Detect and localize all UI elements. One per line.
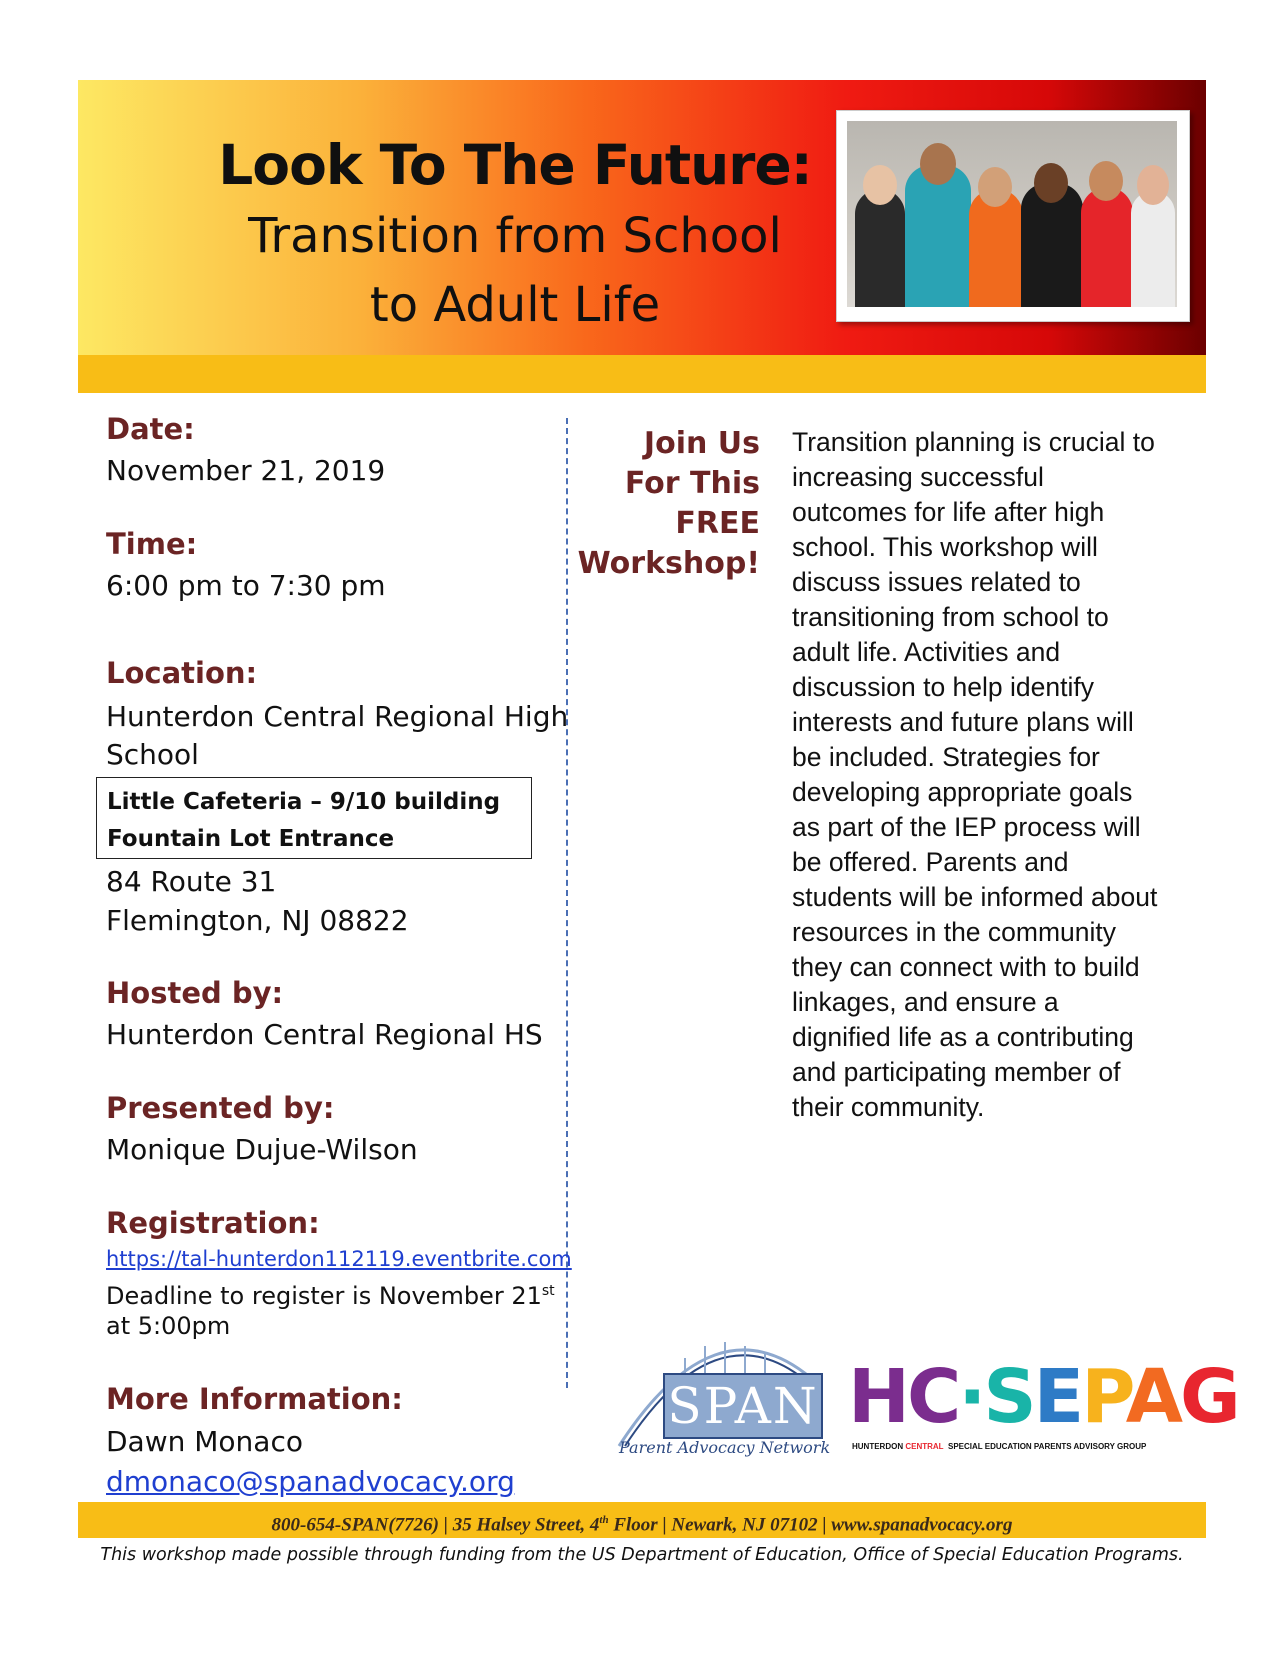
hc-sepag-wordmark [848, 1354, 1238, 1440]
funding-footnote: This workshop made possible through funding from the US Department of Education, Office of Special Education Programs. [100, 1545, 1184, 1565]
header-strip [78, 355, 1206, 393]
students-photo [836, 110, 1190, 322]
location-line1: Hunterdon Central Regional High [106, 700, 569, 733]
join-us-callout [570, 424, 760, 584]
location-street: 84 Route 31 [106, 865, 277, 898]
location-room-box [96, 777, 532, 859]
date-label: Date: [106, 412, 195, 446]
hc-sepag-logo [848, 1354, 1238, 1451]
hc-letter: P [1081, 1354, 1126, 1440]
presented-label: Presented by: [106, 1091, 335, 1125]
span-logo [615, 1318, 830, 1458]
hc-letter: · [958, 1354, 984, 1440]
location-city: Flemington, NJ 08822 [106, 904, 409, 937]
join-line3: FREE [675, 506, 760, 541]
registration-link[interactable]: https://tal-hunterdon112119.eventbrite.com [106, 1247, 572, 1271]
location-label: Location: [106, 656, 258, 690]
span-tagline: Parent Advocacy Network [619, 1438, 831, 1457]
registration-label: Registration: [106, 1206, 320, 1240]
footer-contact-sup: th [599, 1514, 609, 1526]
hc-letter: E [1033, 1354, 1082, 1440]
page-title: Look To The Future: [218, 133, 812, 197]
time-value: 6:00 pm to 7:30 pm [106, 569, 386, 602]
location-entrance: Fountain Lot Entrance [107, 826, 395, 852]
hosted-label: Hosted by: [106, 976, 284, 1010]
footer-contact-prefix: 800-654-SPAN(7726) | 35 Halsey Street, 4 [271, 1514, 600, 1536]
join-line1: Join Us [643, 426, 760, 461]
hc-letter: H [848, 1354, 907, 1440]
contact-name: Dawn Monaco [106, 1425, 303, 1458]
workshop-description: Transition planning is crucial to increasing successful outcomes for life after high school. This workshop will discuss issues related to transitioning from school to adult life. Activities and discussion to help identify interests and future plans will be included. Strategies for developing appropriate goals as part of the IEP process will be offered. Parents and students will be informed about resources in the community they can connect with to build linkages, and ensure a dignified life as a contributing and participating member of their community. [792, 427, 1158, 1122]
join-line4: Workshop! [577, 546, 760, 581]
hc-sub-left [852, 1442, 944, 1451]
hc-letter: A [1125, 1354, 1180, 1440]
presented-value: Monique Dujue-Wilson [106, 1133, 418, 1166]
hc-sub-right: SPECIAL EDUCATION PARENTS ADVISORY GROUP [948, 1442, 1147, 1451]
span-wordmark: SPAN [663, 1373, 823, 1439]
footer-contact-bar [78, 1502, 1206, 1538]
registration-deadline [106, 1274, 555, 1313]
deadline-text: Deadline to register is November 21 [106, 1282, 542, 1310]
contact-email-link[interactable]: dmonaco@spanadvocacy.org [106, 1465, 515, 1498]
page-subtitle-line1: Transition from School [248, 208, 782, 264]
page-subtitle-line2: to Adult Life [369, 277, 661, 333]
time-label: Time: [106, 527, 198, 561]
title-block [210, 132, 820, 340]
column-divider [566, 418, 568, 1388]
registration-deadline-time: at 5:00pm [106, 1312, 231, 1340]
hc-letter: C [906, 1354, 959, 1440]
date-value: November 21, 2019 [106, 454, 386, 487]
join-line2: For This [624, 466, 760, 501]
location-room: Little Cafeteria – 9/10 building [107, 789, 501, 815]
location-line2: School [106, 738, 199, 771]
students-photo-image [847, 121, 1177, 307]
footer-contact-suffix: Floor | Newark, NJ 07102 | www.spanadvocacy.org [608, 1514, 1013, 1536]
hc-letter: S [983, 1354, 1034, 1440]
hosted-value: Hunterdon Central Regional HS [106, 1018, 543, 1051]
hc-sub-hunterdon: HUNTERDON [852, 1442, 904, 1451]
deadline-sup: st [541, 1283, 555, 1299]
more-info-label: More Information: [106, 1382, 403, 1416]
hc-sub-central: CENTRAL [905, 1442, 944, 1451]
hc-letter: G [1179, 1354, 1238, 1440]
